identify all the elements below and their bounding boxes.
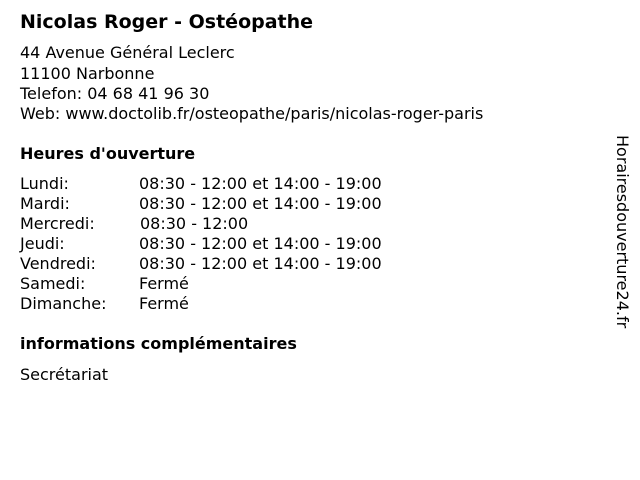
site-watermark <box>612 135 632 371</box>
day-hours: Fermé <box>139 274 189 293</box>
day-label: Lundi: <box>20 174 69 193</box>
business-name: Nicolas Roger - Ostéopathe <box>20 11 314 33</box>
day-hours: 08:30 - 12:00 et 14:00 - 19:00 <box>139 234 382 253</box>
address-street: 44 Avenue Général Leclerc <box>20 43 235 62</box>
opening-hours-heading: Heures d'ouverture <box>20 144 196 163</box>
day-label: Vendredi: <box>20 254 96 273</box>
website-link[interactable]: Web: www.doctolib.fr/osteopathe/paris/nicolas-roger-paris <box>20 104 484 123</box>
day-hours: 08:30 - 12:00 et 14:00 - 19:00 <box>139 174 382 193</box>
watermark-text: Horairesdouverture24.fr <box>613 135 632 329</box>
day-label: Samedi: <box>20 274 86 293</box>
day-label: Mardi: <box>20 194 70 213</box>
additional-info-text: Secrétariat <box>20 365 109 384</box>
address-city: 11100 Narbonne <box>20 64 155 83</box>
day-label: Mercredi: <box>20 214 95 233</box>
day-hours: 08:30 - 12:00 et 14:00 - 19:00 <box>139 194 382 213</box>
day-hours: 08:30 - 12:00 <box>140 214 249 233</box>
day-label: Dimanche: <box>20 294 107 313</box>
day-label: Jeudi: <box>20 234 65 253</box>
day-hours: 08:30 - 12:00 et 14:00 - 19:00 <box>139 254 382 273</box>
day-hours: Fermé <box>139 294 189 313</box>
additional-info-heading: informations complémentaires <box>20 334 297 353</box>
phone-number: Telefon: 04 68 41 96 30 <box>20 84 210 103</box>
